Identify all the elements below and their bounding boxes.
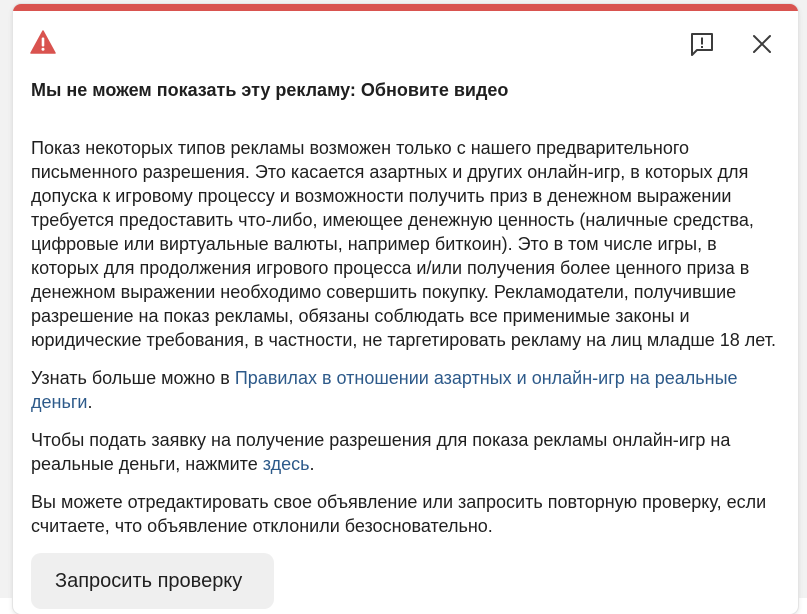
apply-paragraph [31,428,783,476]
dialog-title: Мы не можем показать эту рекламу: Обновите видео [31,80,509,100]
close-icon[interactable] [751,33,773,55]
warning-triangle-icon [30,30,56,54]
learn-more-suffix: . [87,392,93,412]
report-feedback-icon[interactable] [689,31,715,57]
apply-prefix: Чтобы подать заявку на получение разрешения для показа рекламы онлайн-игр на реальные деньги, нажмите [31,430,731,474]
appeal-paragraph: Вы можете отредактировать свое объявление или запросить повторную проверку, если считаете, что объявление отклонили безосновательно. [31,492,767,536]
apply-here-link[interactable]: здесь [262,454,310,474]
request-review-button[interactable]: Запросить проверку [31,553,274,609]
gambling-policy-link[interactable]: Правилах в отношении азартных и онлайн-игр на реальные деньги [31,368,738,412]
learn-more-prefix: Узнать больше можно в [31,368,235,388]
dialog-body [31,136,783,552]
alert-top-stripe [13,4,798,11]
ad-disapproval-dialog [13,4,798,614]
policy-paragraph: Показ некоторых типов рекламы возможен только с нашего предварительного письменного разрешения. Это касается азартных и других онлайн-игр, в которых для допуска к игровому процессу и возможности получить приз в денежном выражении требуется предоставить что-либо, имеющее денежную ценность (наличные средства, цифровые или виртуальные валюты, например биткоин). Это в том числе игры, в которых для продолжения игрового процесса и/или получения более ценного приза в денежном выражении необходимо совершить покупку. Рекламодатели, получившие разрешение на показ рекламы, обязаны соблюдать все применимые законы и юридические требования, в частности, не таргетировать рекламу на лиц младше 18 лет. [31,138,776,350]
learn-more-paragraph [31,366,783,414]
apply-suffix: . [309,454,315,474]
